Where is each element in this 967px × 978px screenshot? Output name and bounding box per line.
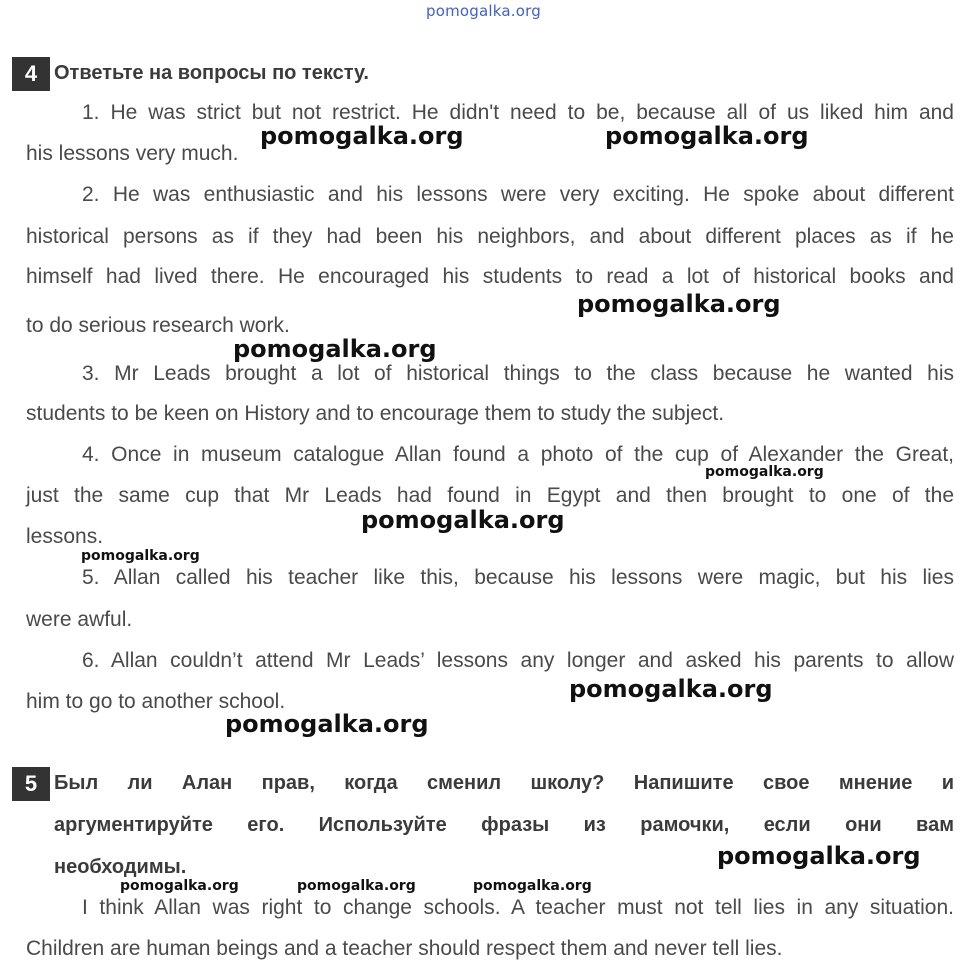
task-4-answer-line: just the same cup that Mr Leads had found in Egypt and then brought to one of the <box>26 484 954 507</box>
watermark: pomogalka.org <box>473 878 592 894</box>
task-5-heading-line: необходимы. <box>54 856 187 878</box>
watermark: pomogalka.org <box>233 335 437 363</box>
task-4-answer-line: 3. Mr Leads brought a lot of historical things to the class because he wanted his <box>82 362 954 385</box>
watermark: pomogalka.org <box>260 122 464 150</box>
task-4-answer-line: him to go to another school. <box>26 690 286 713</box>
watermark: pomogalka.org <box>81 548 200 564</box>
watermark: pomogalka.org <box>717 842 921 870</box>
task-5-answer-line: I think Allan was right to change schools. A teacher must not tell lies in any situation. <box>82 896 954 919</box>
watermark: pomogalka.org <box>361 506 565 534</box>
task-4-answer-line: his lessons very much. <box>26 142 239 165</box>
task-4-answer-line: himself had lived there. He encouraged his students to read a lot of historical books and <box>26 265 954 288</box>
task-5-heading-line: аргументируйте его. Используйте фразы из рамочки, если они вам <box>54 814 954 836</box>
task-4-answer-line: lessons. <box>26 525 104 548</box>
watermark: pomogalka.org <box>297 878 416 894</box>
task-4-answer-line: 2. He was enthusiastic and his lessons were very exciting. He spoke about different <box>82 183 954 206</box>
watermark: pomogalka.org <box>225 710 429 738</box>
task-4-answer-line: 1. He was strict but not restrict. He didn't need to be, because all of us liked him and <box>82 101 954 124</box>
task-4-heading: Ответьте на вопросы по тексту. <box>54 62 369 84</box>
task-4-number-badge: 4 <box>12 57 50 91</box>
task-4-answer-line: to do serious research work. <box>26 314 290 337</box>
watermark: pomogalka.org <box>120 878 239 894</box>
watermark: pomogalka.org <box>569 675 773 703</box>
task-4-answer-line: 4. Once in museum catalogue Allan found a photo of the cup of Alexander the Great, <box>82 443 954 466</box>
task-4-answer-line: 5. Allan called his teacher like this, because his lessons were magic, but his lies <box>82 566 954 589</box>
task-4-answer-line: historical persons as if they had been his neighbors, and about different places as if he <box>26 225 954 248</box>
task-5-answer-line: Children are human beings and a teacher should respect them and never tell lies. <box>26 937 783 960</box>
task-5-heading-line: Был ли Алан прав, когда сменил школу? Напишите свое мнение и <box>54 772 954 794</box>
task-4-answer-line: 6. Allan couldn’t attend Mr Leads’ lessons any longer and asked his parents to allow <box>82 649 954 672</box>
watermark: pomogalka.org <box>605 122 809 150</box>
watermark: pomogalka.org <box>705 464 824 480</box>
watermark: pomogalka.org <box>577 290 781 318</box>
task-4-answer-line: were awful. <box>26 608 133 631</box>
task-5-number-badge: 5 <box>12 767 50 801</box>
site-watermark-top: pomogalka.org <box>426 2 541 20</box>
task-4-answer-line: students to be keen on History and to encourage them to study the subject. <box>26 402 725 425</box>
